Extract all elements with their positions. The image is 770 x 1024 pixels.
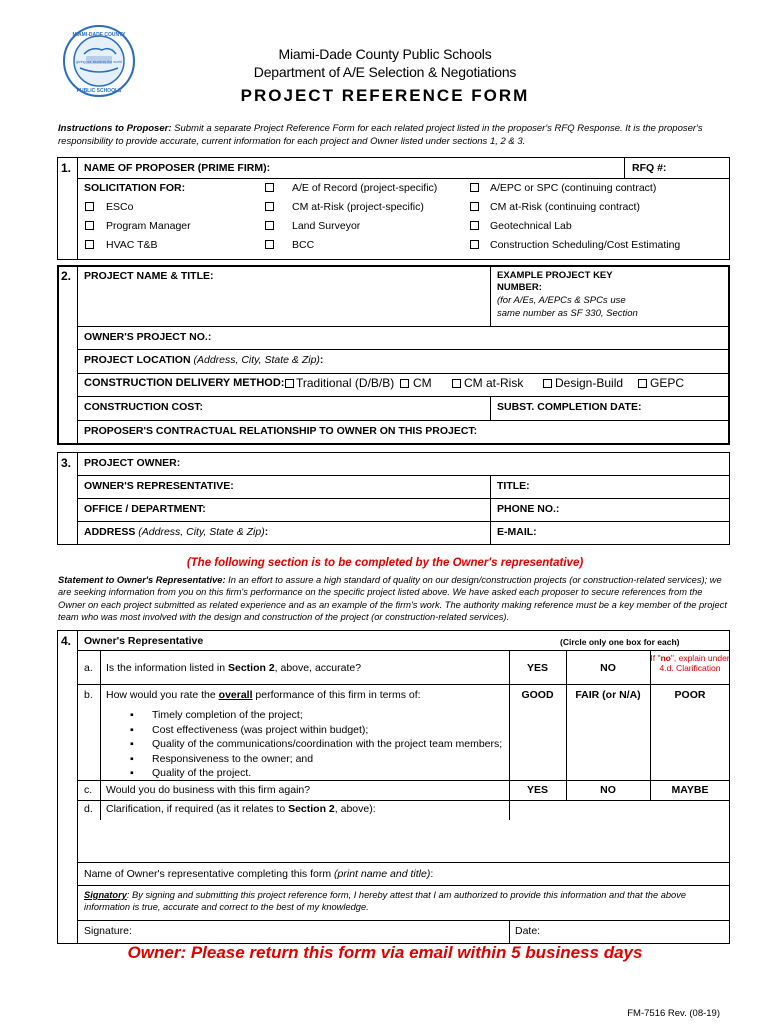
row-c-question: Would you do business with this firm again? [106,784,311,796]
statement-label: Statement to Owner's Representative: [58,575,226,585]
row-a-question [106,662,361,674]
answer-a-note-bold: no [660,653,671,663]
row-d-question[interactable] [106,803,376,815]
row-a-question-post: , above, accurate? [274,662,362,674]
project-location-field[interactable] [84,354,323,366]
owner-statement [58,574,730,624]
construction-cost-field[interactable]: CONSTRUCTION COST: [84,401,203,413]
option-ae-record: A/E of Record (project-specific) [292,182,438,194]
owner-rep-name-pre: Name of Owner's representative completing this form [84,868,335,880]
criteria-list [130,708,502,781]
department-name: Department of A/E Selection & Negotiations [253,64,517,80]
title-field[interactable]: TITLE: [497,480,530,492]
option-scheduling: Construction Scheduling/Cost Estimating [490,239,681,251]
email-field[interactable]: E-MAIL: [497,526,537,538]
row-b-question-bold: overall [218,689,253,701]
return-notice: Owner: Please return this form via email within 5 business days [127,943,643,962]
project-location-colon: : [319,354,324,366]
answer-a-note-pre: If " [650,653,661,663]
org-name: Miami-Dade County Public Schools [278,46,492,62]
date-field[interactable]: Date: [515,925,541,937]
answer-c-maybe[interactable]: MAYBE [671,784,709,796]
option-land-surveyor: Land Surveyor [292,220,361,232]
answer-c-yes[interactable]: YES [526,784,548,796]
address-label: ADDRESS [84,526,136,538]
answer-a-no[interactable]: NO [600,662,616,674]
row-d-letter: d. [84,803,93,815]
row-c-letter: c. [84,784,93,796]
phone-field[interactable]: PHONE NO.: [497,503,560,515]
checkbox-cm-risk-project[interactable] [265,202,274,211]
instructions-label: Instructions to Proposer: [58,123,172,134]
checkbox-design-build[interactable] [543,379,552,388]
checkbox-hvac[interactable] [85,240,94,249]
option-esco: ESCo [106,201,134,213]
checkbox-aepc-spc[interactable] [470,183,479,192]
checkbox-program-manager[interactable] [85,221,94,230]
method-gepc: GEPC [650,376,685,390]
row-b-letter: b. [84,689,93,701]
row-d-question-post: , above): [334,803,376,815]
instructions-text: Submit a separate Project Reference Form for each related project listed in the proposer's RFQ Response. It is the proposer's responsibility to provide accurate, current information for each project and Owner listed under sections 1, 2 & 3. [58,123,703,147]
method-cm: CM [413,376,432,390]
criteria-item: ▪ Cost effectiveness (was project within budget); [130,723,502,738]
logo-center-text: giving our students the world [76,60,122,64]
criteria-item: ▪ Quality of the project. [130,766,502,781]
project-name-field[interactable]: PROJECT NAME & TITLE: [84,270,214,282]
method-cm-at-risk: CM at-Risk [464,376,524,390]
criteria-item: ▪ Responsiveness to the owner; and [130,752,502,767]
signature-field[interactable]: Signature: [84,925,132,937]
checkbox-cm-at-risk[interactable] [452,379,461,388]
owner-rep-name-field[interactable] [84,868,433,880]
checkbox-geotechnical[interactable] [470,221,479,230]
answer-b-good[interactable]: GOOD [521,689,554,701]
answer-c-no[interactable]: NO [600,784,616,796]
option-cm-risk-project: CM at-Risk (project-specific) [292,201,424,213]
section-3-number: 3. [61,456,72,470]
section-2-number: 2. [61,269,72,283]
form-title: PROJECT REFERENCE FORM [240,86,530,105]
signatory-label: Signatory [84,890,127,900]
checkbox-scheduling[interactable] [470,240,479,249]
project-location-label: PROJECT LOCATION [84,354,191,366]
solicitation-label: SOLICITATION FOR: [84,182,186,194]
proposer-name-field[interactable]: NAME OF PROPOSER (PRIME FIRM): [84,162,271,174]
row-a-letter: a. [84,662,93,674]
address-colon: : [264,526,269,538]
completion-date-field[interactable]: SUBST. COMPLETION DATE: [497,401,642,413]
method-traditional: Traditional (D/B/B) [296,376,395,390]
checkbox-bcc[interactable] [265,240,274,249]
checkbox-traditional[interactable] [285,379,294,388]
option-cm-risk-continuing: CM at-Risk (continuing contract) [490,201,640,213]
option-hvac: HVAC T&B [106,239,158,251]
method-design-build: Design-Build [555,376,624,390]
circle-note: (Circle only one box for each) [560,637,680,647]
office-field[interactable]: OFFICE / DEPARTMENT: [84,503,206,515]
statement-text: In an effort to assure a high standard of quality on our design/construction projects (or construction-related services); we are seeking information from you on this firm's performance on the specific project listed above. We have asked each proposer to secure references from the Owner on each project submitted as related experience and as an example of the firm's work. The authority making reference must be a key member of the project team who was most involved with the design and construction of the project (or construction-related services). [58,575,727,623]
row-d-question-pre: Clarification, if required (as it relates to [106,803,289,815]
signatory-statement [84,889,724,913]
option-bcc: BCC [292,239,315,251]
project-key-note: (for A/Es, A/EPCs & SPCs use same number as SF 330, Section [497,295,638,319]
instructions [58,122,730,148]
rfq-number-field[interactable]: RFQ #: [632,162,667,174]
checkbox-gepc[interactable] [638,379,647,388]
answer-b-fair[interactable]: FAIR (or N/A) [575,689,641,701]
section-4-title: Owner's Representative [84,635,204,647]
answer-a-note [650,653,730,673]
logo-bottom-text: PUBLIC SCHOOLS [76,88,122,94]
criteria-item: ▪ Timely completion of the project; [130,708,502,723]
checkbox-cm-risk-continuing[interactable] [470,202,479,211]
row-b-question [106,689,421,701]
row-a-question-pre: Is the information listed in [106,662,228,674]
row-d-question-bold: Section 2 [288,803,335,815]
checkbox-land-surveyor[interactable] [265,221,274,230]
project-owner-field[interactable]: PROJECT OWNER: [84,457,181,469]
address-field[interactable] [84,526,268,538]
section-1-number: 1. [61,161,72,175]
row-a-question-bold: Section 2 [227,662,275,674]
option-program-manager: Program Manager [106,220,191,232]
form-revision: FM-7516 Rev. (08-19) [627,1008,720,1019]
checkbox-esco[interactable] [85,202,94,211]
answer-a-yes[interactable]: YES [526,662,548,674]
answer-b-poor[interactable]: POOR [674,689,706,701]
checkbox-cm[interactable] [400,379,409,388]
logo-top-text: MIAMI-DADE COUNTY [72,32,126,38]
contractual-relationship-field[interactable]: PROPOSER'S CONTRACTUAL RELATIONSHIP TO OWNER ON THIS PROJECT: [84,425,478,437]
project-location-note: (Address, City, State & Zip) [193,354,320,366]
owner-rep-field[interactable]: OWNER'S REPRESENTATIVE: [84,480,234,492]
address-note: (Address, City, State & Zip) [138,526,265,538]
owner-rep-name-italic: (print name and title) [334,868,431,880]
owner-project-no-field[interactable]: OWNER'S PROJECT NO.: [84,331,212,343]
project-key-label: EXAMPLE PROJECT KEY NUMBER: [497,270,613,293]
option-aepc-spc: A/EPC or SPC (continuing contract) [490,182,657,194]
owner-section-subtitle: (The following section is to be completed by the Owner's representative) [186,557,584,569]
row-b-question-post: performance of this firm in terms of: [252,689,421,701]
checkbox-ae-record[interactable] [265,183,274,192]
row-b-question-pre: How would you rate the [106,689,219,701]
option-geotechnical: Geotechnical Lab [490,220,572,232]
answer-a-note-post: ", explain under 4.d. Clarification [659,653,730,673]
section-4-number: 4. [61,634,72,648]
criteria-item: ▪ Quality of the communications/coordination with the project team members; [130,737,502,752]
signatory-text: : By signing and submitting this project reference form, I hereby attest that I am authorized to provide this information and that the above information is true, accurate and correct to the best of my knowledge. [84,890,687,912]
delivery-method-label: CONSTRUCTION DELIVERY METHOD: [84,377,285,389]
owner-rep-name-post: : [430,868,434,880]
